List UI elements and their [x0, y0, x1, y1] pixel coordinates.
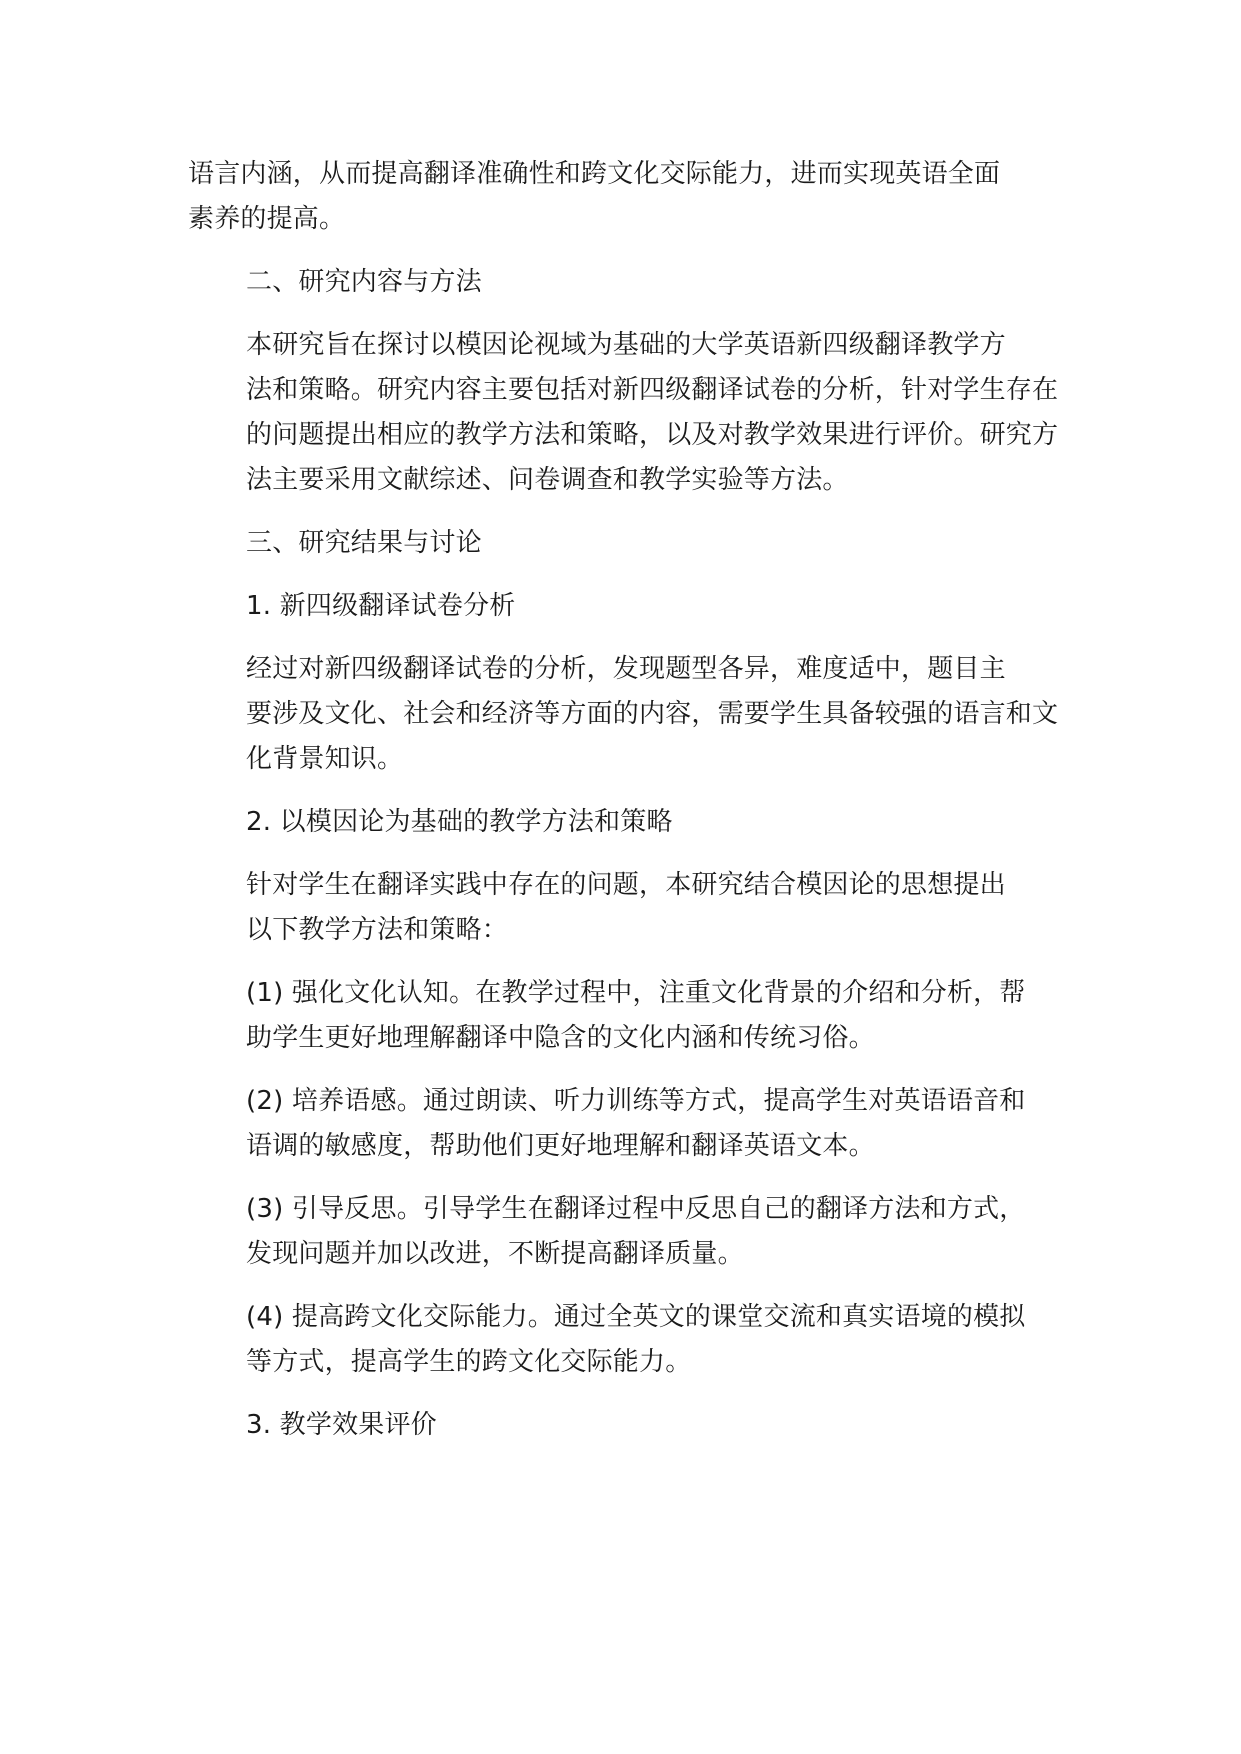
- subheading-evaluation: [188, 1403, 1058, 1448]
- subheading-exam-analysis: [188, 584, 1058, 629]
- text-line: 本研究旨在探讨以模因论视域为基础的大学英语新四级翻译教学方: [246, 330, 1006, 360]
- text-line: (4) 提高跨文化交际能力。通过全英文的课堂交流和真实语境的模拟: [246, 1302, 1026, 1332]
- text-line: 发现问题并加以改进，不断提高翻译质量。: [246, 1239, 744, 1269]
- text-line: 针对学生在翻译实践中存在的问题，本研究结合模因论的思想提出: [246, 870, 1006, 900]
- text-line: 经过对新四级翻译试卷的分析，发现题型各异，难度适中，题目主: [246, 654, 1006, 684]
- paragraph-research-purpose: [188, 323, 1058, 503]
- section-heading-results: [188, 521, 1058, 566]
- text-line: 语调的敏感度，帮助他们更好地理解和翻译英语文本。: [246, 1131, 875, 1161]
- list-item-3: [188, 1187, 1058, 1277]
- document-body: [188, 152, 1058, 1466]
- text-line: 法主要采用文献综述、问卷调查和教学实验等方法。: [246, 465, 849, 495]
- heading-text: 三、研究结果与讨论: [246, 528, 482, 558]
- text-line: (3) 引导反思。引导学生在翻译过程中反思自己的翻译方法和方式，: [246, 1194, 1026, 1224]
- text-line: 的问题提出相应的教学方法和策略，以及对教学效果进行评价。研究方: [246, 420, 1059, 450]
- paragraph-methods-intro: [188, 863, 1058, 953]
- text-line: 素养的提高。: [188, 204, 346, 234]
- text-line: (2) 培养语感。通过朗读、听力训练等方式，提高学生对英语语音和: [246, 1086, 1026, 1116]
- text-line: (1) 强化文化认知。在教学过程中，注重文化背景的介绍和分析，帮: [246, 978, 1026, 1008]
- section-heading-research-content: [188, 260, 1058, 305]
- list-item-2: [188, 1079, 1058, 1169]
- paragraph-continuation: [188, 152, 1058, 242]
- paragraph-exam-analysis: [188, 647, 1058, 782]
- text-line: 法和策略。研究内容主要包括对新四级翻译试卷的分析，针对学生存在: [246, 375, 1059, 405]
- text-line: 语言内涵，从而提高翻译准确性和跨文化交际能力，进而实现英语全面: [188, 159, 1001, 189]
- text-line: 助学生更好地理解翻译中隐含的文化内涵和传统习俗。: [246, 1023, 875, 1053]
- heading-text: 1. 新四级翻译试卷分析: [246, 591, 516, 621]
- heading-text: 二、研究内容与方法: [246, 267, 482, 297]
- list-item-1: [188, 971, 1058, 1061]
- heading-text: 3. 教学效果评价: [246, 1410, 437, 1440]
- text-line: 等方式，提高学生的跨文化交际能力。: [246, 1347, 692, 1377]
- list-item-4: [188, 1295, 1058, 1385]
- subheading-teaching-methods: [188, 800, 1058, 845]
- text-line: 以下教学方法和策略：: [246, 915, 509, 945]
- text-line: 化背景知识。: [246, 744, 404, 774]
- heading-text: 2. 以模因论为基础的教学方法和策略: [246, 807, 673, 837]
- text-line: 要涉及文化、社会和经济等方面的内容，需要学生具备较强的语言和文: [246, 699, 1059, 729]
